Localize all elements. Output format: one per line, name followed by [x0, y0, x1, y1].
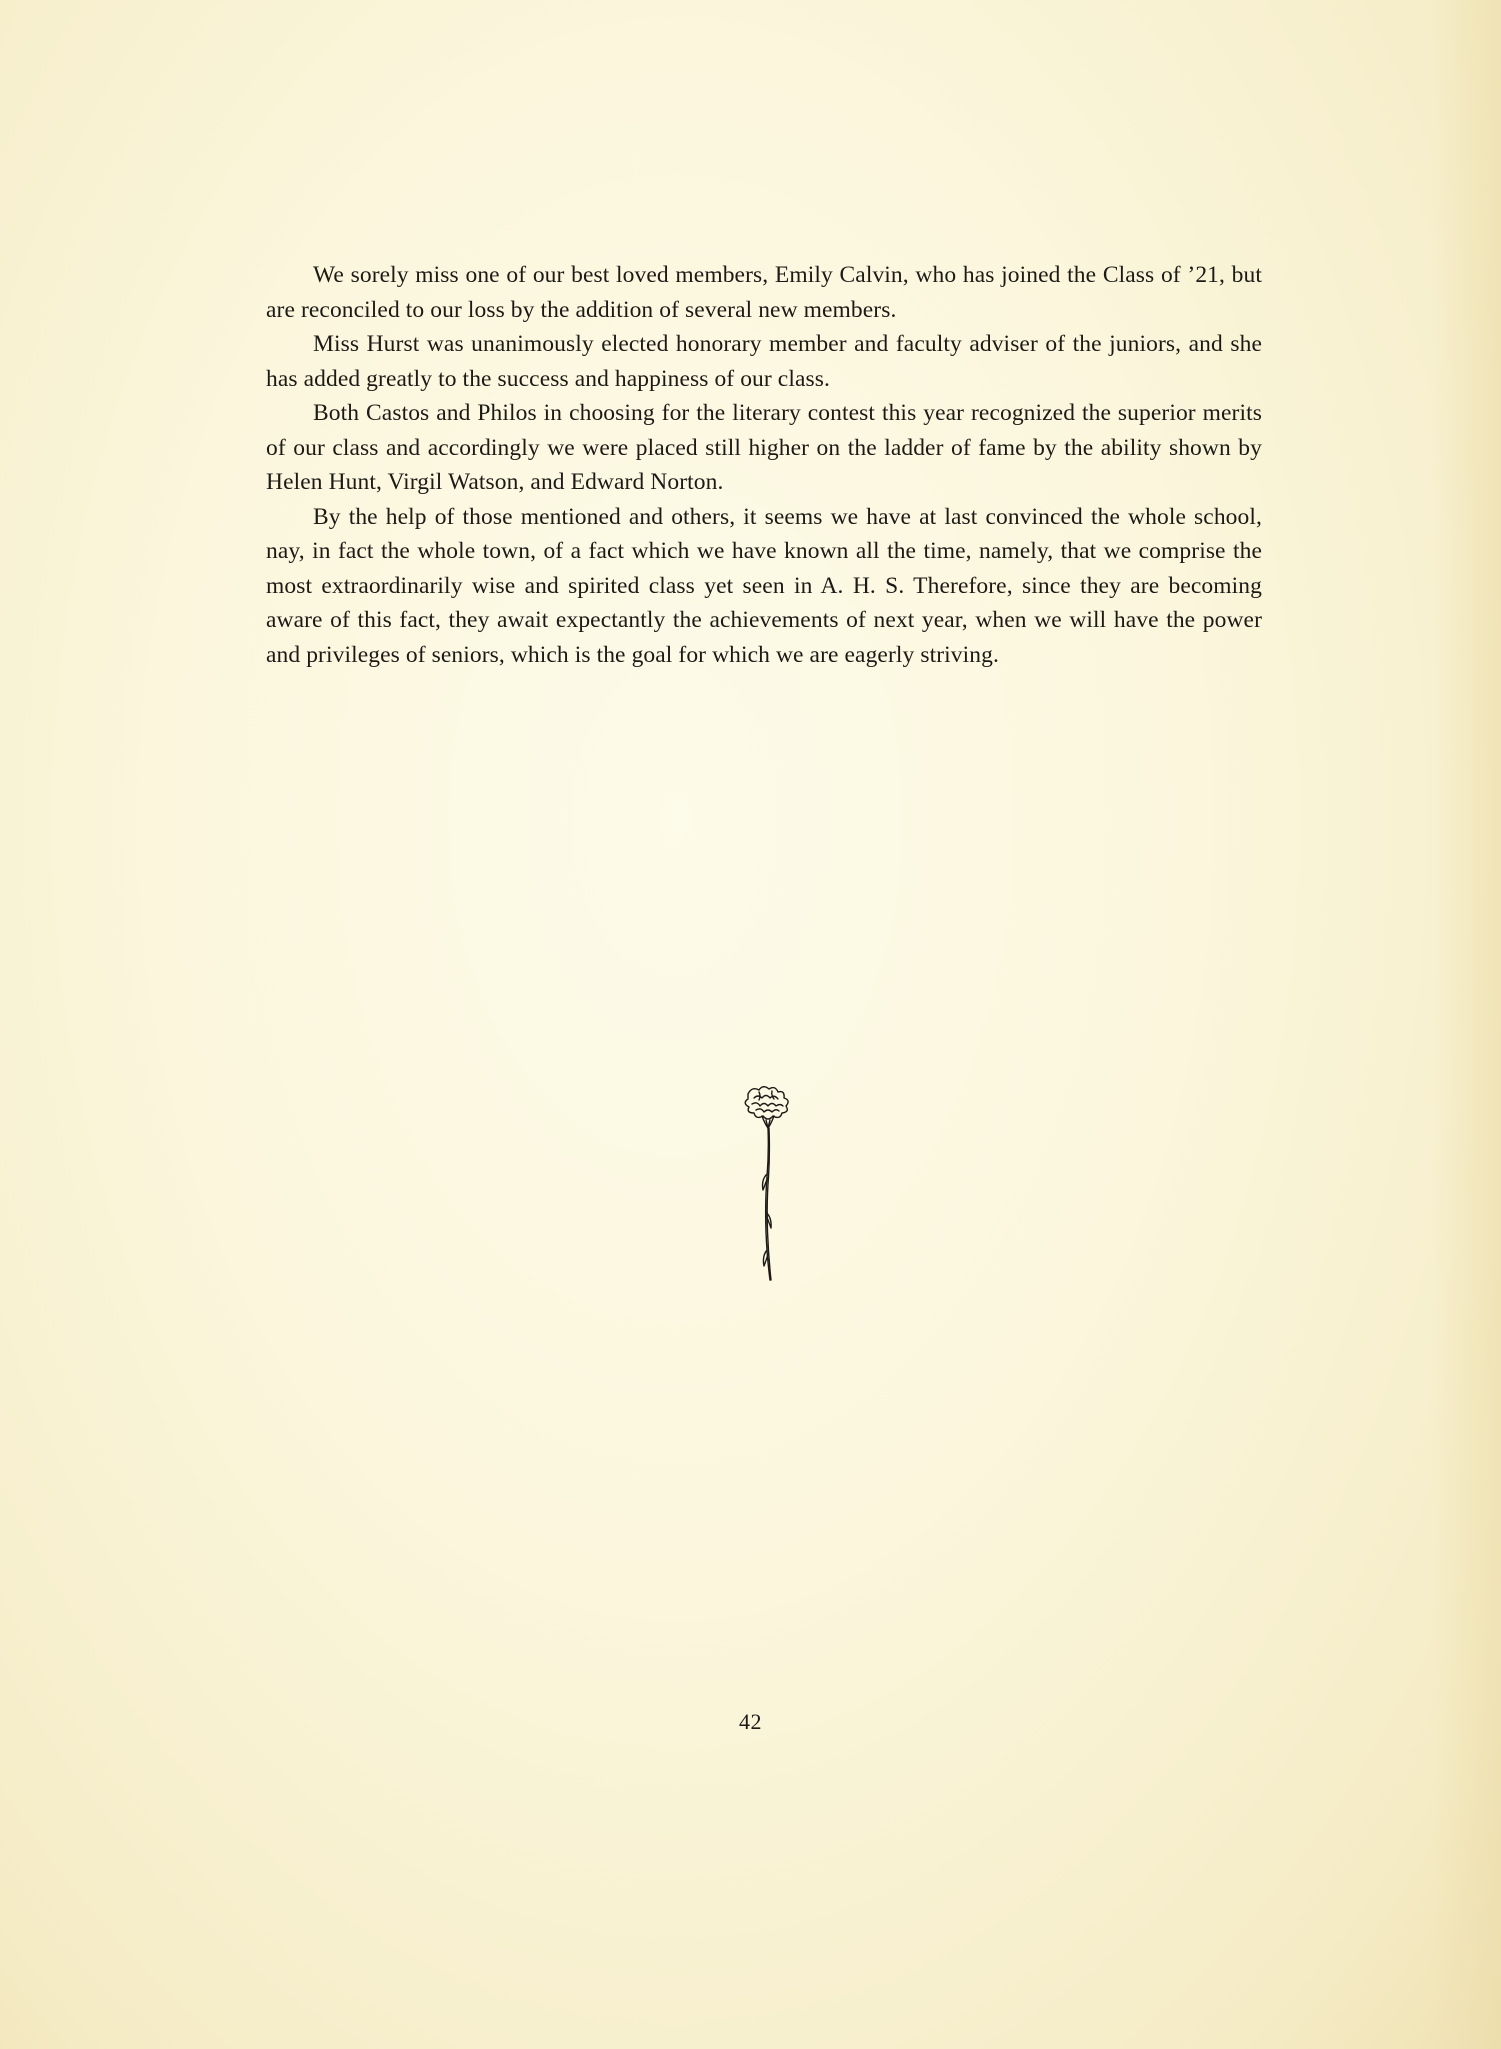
page-number: 42 — [739, 1709, 762, 1734]
paragraph-emily-calvin: We sorely miss one of our best loved members, Emily Calvin, who has joined the Class of ’21, but are reconciled to our loss by the addition of several new members. — [266, 262, 1262, 323]
page-edge-shading — [1431, 0, 1501, 2049]
carnation-flower-icon — [728, 1082, 808, 1292]
paragraph-miss-hurst: Miss Hurst was unanimously elected honorary member and faculty adviser of the juniors, and she has added greatly to the success and happiness of our class. — [266, 331, 1262, 392]
paragraph-class-achievements: By the help of those mentioned and others, it seems we have at last convinced the whole school, nay, in fact the whole town, of a fact which we have known all the time, namely, that we comprise the most extraordinarily wise and spirited class yet seen in A. H. S. Therefore, since they are becoming aware of this fact, they await expectantly the achievements of next year, when we will have the power and privileges of seniors, which is the goal for which we are eagerly striving. — [266, 503, 1262, 668]
body-text — [266, 258, 1262, 672]
paragraph-literary-contest: Both Castos and Philos in choosing for the literary contest this year recognized the superior merits of our class and accordingly we were placed still higher on the ladder of fame by the ability shown by Helen Hunt, Virgil Watson, and Edward Norton. — [266, 400, 1262, 495]
